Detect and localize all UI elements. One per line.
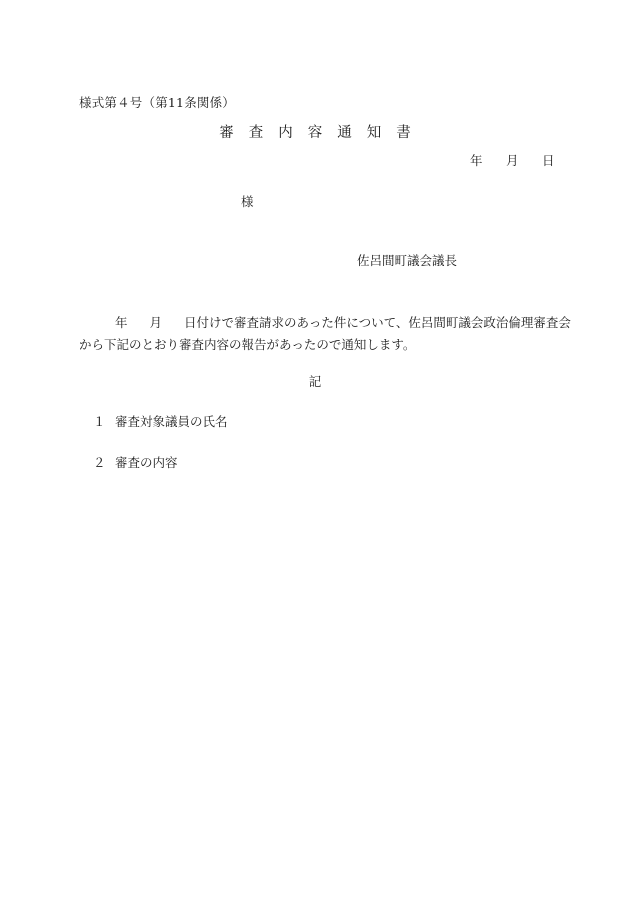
title-char: 通 [337,125,352,141]
item-number: １ [93,414,106,429]
document-title [0,121,630,142]
issue-date [470,151,555,169]
title-char: 容 [307,125,323,141]
title-char: 査 [248,125,264,141]
list-item [93,453,178,471]
date-day: 日 [542,153,555,168]
title-char: 知 [366,125,382,141]
title-char: 審 [219,125,234,141]
item-label: 審査の内容 [115,455,178,470]
list-item [93,412,228,430]
body-month: 月 [149,315,163,330]
item-number: ２ [93,455,106,470]
body-line-1 [79,312,571,334]
form-number-label: 様式第４号（第11条関係） [79,95,236,110]
ki-heading: 記 [308,374,322,389]
body-year: 年 [115,315,128,330]
signer-title: 佐呂間町議会議長 [357,253,458,268]
title-char: 内 [278,125,293,141]
date-year: 年 [470,153,483,168]
body-paragraph [79,312,571,356]
date-month: 月 [506,153,519,168]
body-line-2: から下記のとおり審査内容の報告があったので通知します。 [79,337,416,352]
body-line1-text: 日付けで審査請求のあった件について、佐呂間町議会政治倫理審査会 [184,315,571,330]
addressee-suffix: 様 [241,194,254,209]
item-label: 審査対象議員の氏名 [115,414,228,429]
title-char: 書 [396,125,411,141]
